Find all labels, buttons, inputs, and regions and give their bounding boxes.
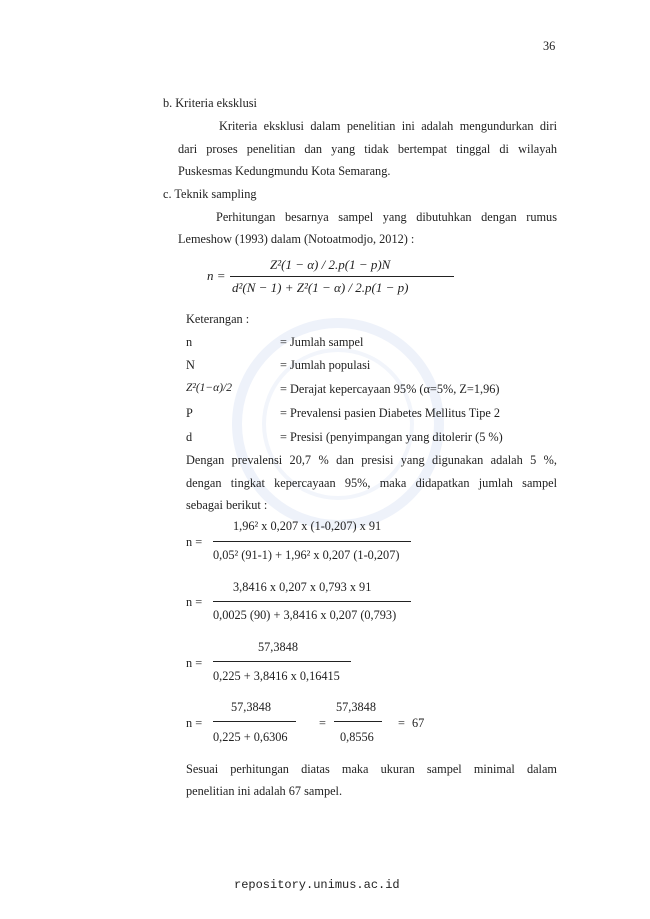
para-line3: sebagai berikut : [186,498,268,512]
step3-lhs: n = [186,656,203,670]
step4-fraction-bar [213,721,296,722]
ket-desc-n: = Jumlah sampel [280,335,364,349]
conclusion-line2: penelitian ini adalah 67 sampel. [186,784,343,798]
step1-numerator: 1,96² x 0,207 x (1-0,207) x 91 [233,519,382,533]
ket-desc-N: = Jumlah populasi [280,358,371,372]
step4-result: 67 [412,716,425,730]
ket-symbol-z: Z²(1−α)/2 [186,382,232,394]
section-b-heading: b. Kriteria eksklusi [163,96,257,110]
ket-symbol-P: P [186,406,193,420]
footer-repository: repository.unimus.ac.id [234,878,400,892]
step3-fraction-bar [213,661,351,662]
formula-lhs: n = [207,268,226,283]
step4-denominator: 0,225 + 0,6306 [213,730,288,744]
step2-lhs: n = [186,595,203,609]
section-c-line1: Perhitungan besarnya sampel yang dibutuhkan dengan rumus [216,210,557,224]
section-b-line2: dari proses penelitian dan yang tidak bertempat tinggal di wilayah [178,142,557,156]
step4-lhs: n = [186,716,203,730]
formula-fraction-bar [230,276,454,277]
ket-desc-d: = Presisi (penyimpangan yang ditolerir (5 %) [280,430,503,444]
para-line1: Dengan prevalensi 20,7 % dan presisi yang digunakan adalah 5 %, [186,453,557,467]
step2-denominator: 0,0025 (90) + 3,8416 x 0,207 (0,793) [213,608,397,622]
step1-denominator: 0,05² (91-1) + 1,96² x 0,207 (1-0,207) [213,548,400,562]
step4-equals2: = [398,716,405,730]
ket-symbol-N: N [186,358,195,372]
step4-numerator: 57,3848 [231,700,271,714]
section-b-line3: Puskesmas Kedungmundu Kota Semarang. [178,164,391,178]
step4-equals: = [319,716,326,730]
section-b-line1: Kriteria eksklusi dalam penelitian ini adalah mengundurkan diri [219,119,557,133]
ket-desc-P: = Prevalensi pasien Diabetes Mellitus Tipe 2 [280,406,501,420]
ket-desc-z: = Derajat kepercayaan 95% (α=5%, Z=1,96) [280,382,500,396]
step1-lhs: n = [186,535,203,549]
step2-fraction-bar [213,601,411,602]
formula-numerator: Z²(1 − α) / 2.p(1 − p)N [270,257,391,272]
step3-denominator: 0,225 + 3,8416 x 0,16415 [213,669,340,683]
section-c-heading: c. Teknik sampling [163,187,257,201]
step4-fraction-bar2 [334,721,382,722]
ket-symbol-d: d [186,430,193,444]
step1-fraction-bar [213,541,411,542]
conclusion-line1: Sesuai perhitungan diatas maka ukuran sampel minimal dalam [186,762,557,776]
para-line2: dengan tingkat kepercayaan 95%, maka didapatkan jumlah sampel [186,476,557,490]
step4-numerator2: 57,3848 [336,700,376,714]
step4-denominator2: 0,8556 [340,730,374,744]
keterangan-title: Keterangan : [186,312,250,326]
section-c-line2: Lemeshow (1993) dalam (Notoatmodjo, 2012) : [178,232,415,246]
step2-numerator: 3,8416 x 0,207 x 0,793 x 91 [233,580,372,594]
ket-symbol-n: n [186,335,193,349]
page-number: 36 [543,39,556,53]
step3-numerator: 57,3848 [258,640,298,654]
formula-denominator: d²(N − 1) + Z²(1 − α) / 2.p(1 − p) [232,280,409,295]
